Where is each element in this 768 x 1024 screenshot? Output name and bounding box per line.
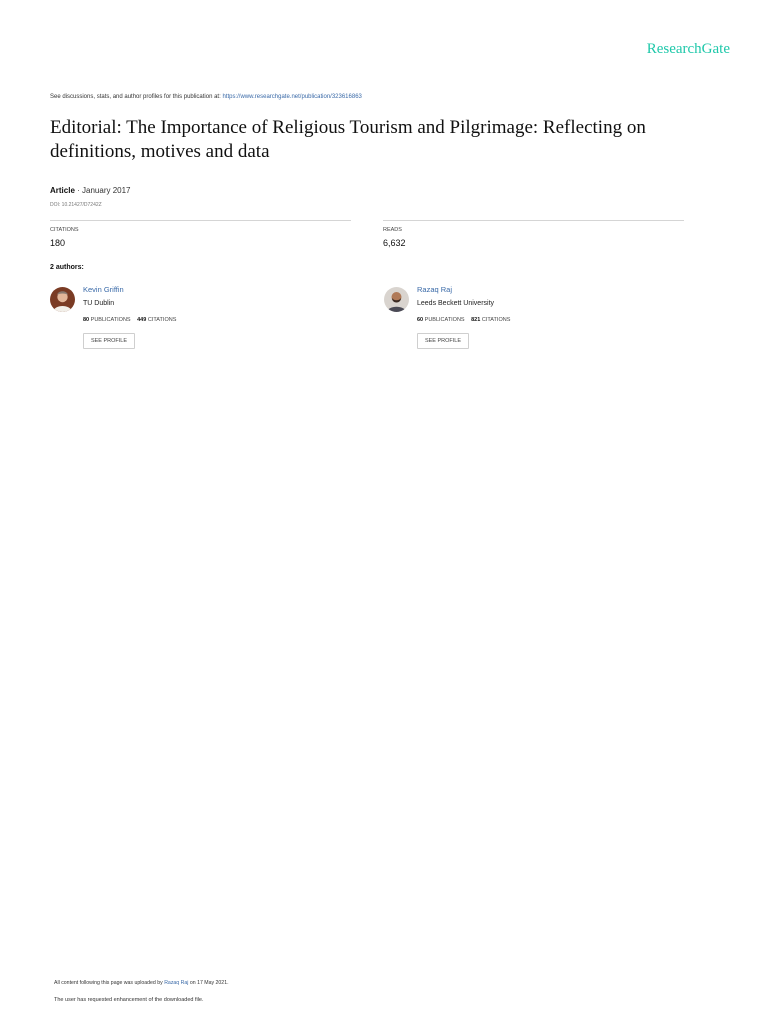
- upload-note: [54, 980, 229, 986]
- publication-type: Article: [50, 186, 75, 195]
- divider-right: [383, 220, 684, 221]
- publications-count: 80: [83, 317, 90, 323]
- reads-label: READS: [383, 227, 402, 233]
- see-profile-button[interactable]: SEE PROFILE: [83, 333, 135, 349]
- discussion-line: [50, 94, 362, 100]
- author-card: [384, 285, 684, 355]
- author-institution: Leeds Beckett University: [417, 300, 495, 307]
- enhancement-note: The user has requested enhancement of the downloaded file.: [54, 997, 204, 1003]
- author-name[interactable]: Kevin Griffin: [83, 285, 124, 294]
- author-institution: TU Dublin: [83, 300, 115, 307]
- discussion-text: See discussions, stats, and author profiles for this publication at:: [50, 94, 221, 100]
- divider-left: [50, 220, 351, 221]
- publication-link[interactable]: https://www.researchgate.net/publication/323616863: [222, 94, 362, 100]
- publication-title: Editorial: The Importance of Religious Tourism and Pilgrimage: Reflecting on definitions, motives and data: [50, 117, 646, 162]
- author-name[interactable]: Razaq Raj: [417, 285, 453, 294]
- publication-meta: [50, 186, 131, 195]
- uploader-link[interactable]: Razaq Raj: [164, 980, 189, 986]
- publications-label: PUBLICATIONS: [424, 317, 465, 323]
- avatar[interactable]: [384, 287, 409, 312]
- publication-date: · January 2017: [77, 186, 131, 195]
- author-card: [50, 285, 350, 355]
- reads-count: 6,632: [383, 238, 406, 248]
- author-citations-count: 821: [471, 317, 481, 323]
- see-profile-button[interactable]: SEE PROFILE: [417, 333, 469, 349]
- author-stats: [83, 317, 176, 323]
- researchgate-logo[interactable]: ResearchGate: [646, 41, 730, 57]
- publications-count: 60: [417, 317, 424, 323]
- upload-prefix: All content following this page was uploaded by: [54, 980, 163, 986]
- publications-label: PUBLICATIONS: [90, 317, 131, 323]
- citations-label: CITATIONS: [50, 227, 79, 233]
- author-citations-label: CITATIONS: [147, 317, 177, 323]
- author-stats: [417, 317, 510, 323]
- author-citations-label: CITATIONS: [481, 317, 511, 323]
- avatar[interactable]: [50, 287, 75, 312]
- publication-doi: DOI: 10.21427/D7242Z: [50, 202, 102, 208]
- author-citations-count: 449: [137, 317, 147, 323]
- upload-suffix: on 17 May 2021.: [189, 980, 229, 986]
- authors-heading: 2 authors:: [50, 264, 84, 271]
- citations-count: 180: [50, 238, 66, 248]
